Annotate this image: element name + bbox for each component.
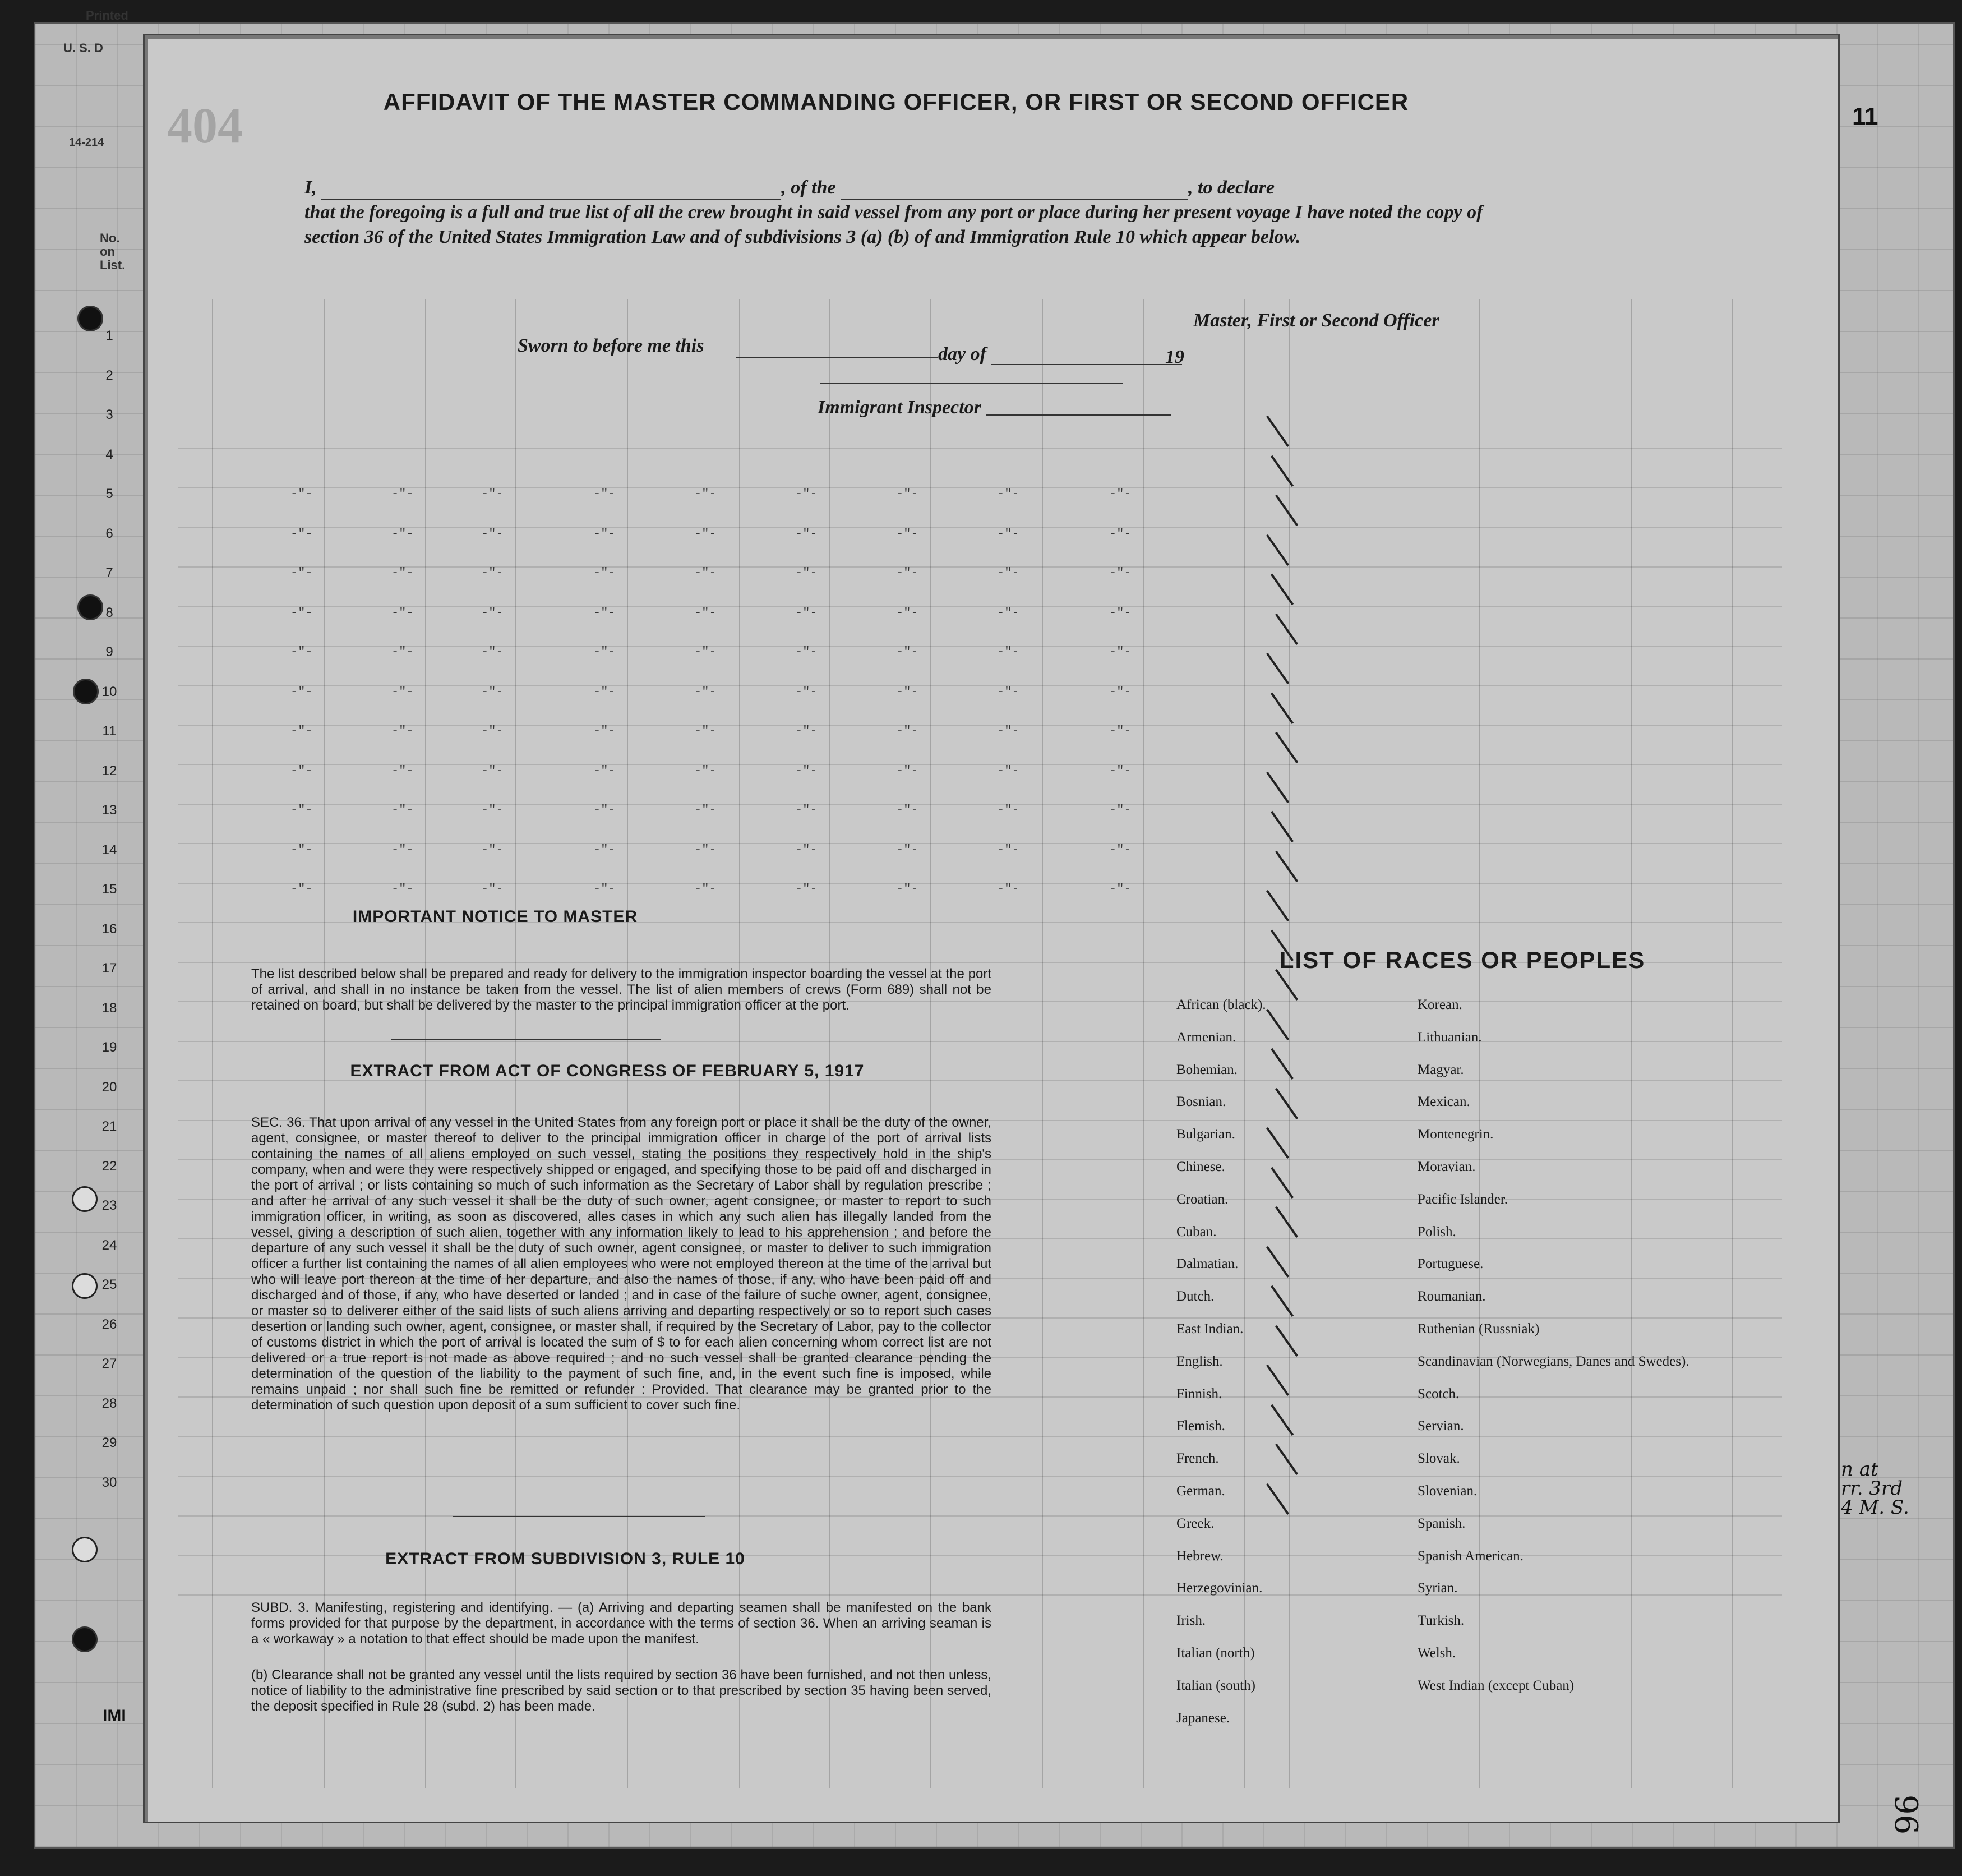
- ditto-mark: -"-: [694, 645, 717, 659]
- race-item: French.: [1176, 1451, 1219, 1467]
- ditto-mark: -"-: [391, 526, 414, 541]
- race-item: English.: [1176, 1353, 1223, 1369]
- ditto-mark: -"-: [795, 724, 818, 738]
- ditto-mark: -"-: [391, 645, 414, 659]
- race-item: Portuguese.: [1418, 1256, 1484, 1272]
- ditto-mark: -"-: [694, 803, 717, 817]
- ditto-mark: -"-: [481, 842, 504, 857]
- printed-label: Printed: [86, 8, 128, 22]
- race-item: Irish.: [1176, 1613, 1206, 1629]
- ditto-mark: -"-: [694, 605, 717, 620]
- ditto-mark: -"-: [896, 684, 918, 699]
- tick-mark: [1266, 653, 1289, 684]
- ditto-mark: -"-: [290, 842, 313, 857]
- race-item: Hebrew.: [1176, 1548, 1224, 1564]
- punch-hole: [72, 1537, 98, 1562]
- race-item: Bulgarian.: [1176, 1127, 1235, 1142]
- row-number: 18: [101, 1000, 117, 1016]
- row-number: 22: [101, 1158, 117, 1174]
- ditto-mark: -"-: [290, 645, 313, 659]
- race-item: Welsh.: [1418, 1645, 1456, 1661]
- race-item: Cuban.: [1176, 1224, 1217, 1239]
- row-number: 21: [101, 1119, 117, 1134]
- ditto-mark: -"-: [593, 724, 616, 738]
- race-item: Turkish.: [1418, 1613, 1465, 1629]
- race-item: Italian (south): [1176, 1677, 1255, 1693]
- row-number: 5: [105, 486, 113, 501]
- ditto-mark: -"-: [795, 882, 818, 896]
- punch-hole: [77, 306, 103, 331]
- tick-mark: [1271, 692, 1294, 723]
- ditto-mark: -"-: [997, 763, 1019, 778]
- row-number: 17: [101, 961, 117, 976]
- ditto-mark: -"-: [391, 803, 414, 817]
- inspector-label: Immigrant Inspector: [818, 397, 981, 418]
- race-item: Bosnian.: [1176, 1094, 1226, 1110]
- master-name-field[interactable]: [321, 199, 781, 200]
- tick-mark: [1275, 495, 1298, 526]
- ditto-mark: -"-: [391, 842, 414, 857]
- race-item: Ruthenian (Russniak): [1418, 1321, 1540, 1336]
- ditto-mark: -"-: [1109, 763, 1132, 778]
- ditto-mark: -"-: [290, 763, 313, 778]
- ditto-mark: -"-: [1109, 645, 1132, 659]
- ditto-mark: -"-: [694, 724, 717, 738]
- ditto-mark: -"-: [1109, 566, 1132, 580]
- ditto-mark: -"-: [896, 763, 918, 778]
- race-item: Chinese.: [1176, 1159, 1225, 1174]
- ditto-mark: -"-: [694, 487, 717, 501]
- ditto-mark: -"-: [795, 487, 818, 501]
- race-item: Greek.: [1176, 1515, 1215, 1531]
- ditto-mark: -"-: [896, 487, 918, 501]
- ditto-mark: -"-: [481, 487, 504, 501]
- year-label: 19: [1165, 347, 1184, 367]
- ditto-mark: -"-: [481, 605, 504, 620]
- race-item: Flemish.: [1176, 1418, 1225, 1434]
- ditto-mark: -"-: [795, 645, 818, 659]
- row-number: 14: [101, 842, 117, 858]
- ditto-mark: -"-: [1109, 487, 1132, 501]
- tick-mark: [1275, 850, 1298, 882]
- sworn-day-field[interactable]: [736, 338, 938, 358]
- ditto-mark: -"-: [694, 566, 717, 580]
- ditto-mark: -"-: [997, 605, 1019, 620]
- ditto-mark: -"-: [1109, 526, 1132, 541]
- ditto-mark: -"-: [896, 526, 918, 541]
- affidavit-body: [304, 176, 1521, 250]
- ditto-mark: -"-: [593, 882, 616, 896]
- ditto-mark: -"-: [391, 724, 414, 738]
- ditto-mark: -"-: [1109, 684, 1132, 699]
- ditto-mark: -"-: [896, 724, 918, 738]
- ditto-mark: -"-: [997, 684, 1019, 699]
- ditto-mark: -"-: [795, 842, 818, 857]
- page-number: 11: [1852, 103, 1878, 130]
- race-item: Japanese.: [1176, 1710, 1230, 1726]
- ditto-mark: -"-: [694, 842, 717, 857]
- race-item: Finnish.: [1176, 1386, 1222, 1402]
- ditto-mark: -"-: [481, 882, 504, 896]
- ditto-mark: -"-: [593, 684, 616, 699]
- ditto-mark: -"-: [997, 645, 1019, 659]
- ditto-mark: -"-: [391, 882, 414, 896]
- race-item: Spanish.: [1418, 1515, 1466, 1531]
- ditto-mark: -"-: [593, 605, 616, 620]
- row-number: 4: [105, 446, 113, 462]
- race-item: Dalmatian.: [1176, 1256, 1239, 1272]
- handwritten-note: n at rr. 3rd 4 M. S.: [1841, 1458, 1909, 1519]
- race-item: Dutch.: [1176, 1289, 1215, 1305]
- tick-mark: [1266, 416, 1289, 447]
- row-number: 19: [101, 1040, 117, 1055]
- ditto-mark: -"-: [290, 526, 313, 541]
- race-item: Bohemian.: [1176, 1062, 1238, 1077]
- race-item: African (black).: [1176, 997, 1266, 1012]
- ditto-mark: -"-: [481, 566, 504, 580]
- row-number: 27: [101, 1356, 117, 1371]
- race-item: Spanish American.: [1418, 1548, 1524, 1564]
- row-number: 3: [105, 407, 113, 422]
- row-number: 20: [101, 1079, 117, 1095]
- ditto-mark: -"-: [1109, 842, 1132, 857]
- punch-hole: [77, 594, 103, 620]
- race-item: Scandinavian (Norwegians, Danes and Swedes).: [1418, 1353, 1689, 1369]
- race-item: Slovenian.: [1418, 1483, 1478, 1499]
- row-number: 6: [105, 526, 113, 541]
- affidavit-page: [143, 34, 1840, 1823]
- ditto-mark: -"-: [1109, 724, 1132, 738]
- ditto-mark: -"-: [896, 605, 918, 620]
- race-item: German.: [1176, 1483, 1225, 1499]
- inspector-signature-field[interactable]: [986, 395, 1171, 416]
- ditto-mark: -"-: [391, 566, 414, 580]
- race-item: Montenegrin.: [1418, 1127, 1494, 1142]
- race-item: Mexican.: [1418, 1094, 1470, 1110]
- ditto-mark: -"-: [997, 803, 1019, 817]
- ditto-mark: -"-: [694, 684, 717, 699]
- ditto-mark: -"-: [290, 724, 313, 738]
- ditto-mark: -"-: [795, 605, 818, 620]
- ditto-mark: -"-: [997, 526, 1019, 541]
- vessel-name-field[interactable]: [841, 199, 1188, 200]
- race-item: Moravian.: [1418, 1159, 1476, 1174]
- tick-mark: [1266, 771, 1289, 803]
- ditto-mark: -"-: [391, 763, 414, 778]
- ditto-mark: -"-: [290, 882, 313, 896]
- ditto-mark: -"-: [290, 605, 313, 620]
- tick-mark: [1275, 732, 1298, 763]
- ditto-mark: -"-: [997, 842, 1019, 857]
- day-of-label: day of: [938, 344, 986, 365]
- ditto-mark: -"-: [593, 566, 616, 580]
- tick-mark: [1271, 811, 1294, 842]
- ditto-mark: -"-: [391, 487, 414, 501]
- row-number: 25: [101, 1277, 117, 1292]
- ditto-mark: -"-: [1109, 882, 1132, 896]
- ditto-mark: -"-: [896, 842, 918, 857]
- row-number: 11: [102, 723, 117, 739]
- signature-label: Master, First or Second Officer: [1193, 310, 1439, 331]
- act-text: SEC. 36. That upon arrival of any vessel in the United States from any foreign port or place it shall be the duty of the owner, agent, consignee, or master thereof to deliver to the principal immigration officer in charge of the port of arrival lists containing the names of all aliens employed on such vessel, stating the positions they respectively hold in the ship's company, when and were they were respectively shipped or engaged, and specifying those to be paid off and discharged in the port of arrival ; or lists containing so much of such information as the Secretary of Labor shall by regulation prescribe ; and after he arrival of any such vessel it shall be the duty of such owner, agent consignee, or master to report to such immigration officer, in writing, as soon as discovered, alles cases in which any such alien has illegally landed from the vessel, giving a description of such alien, together with any information likely to lead to his apprehension ; and before the departure of any such vessel it shall be the duty of such owner, agent consignee, or master to deliver to such immigration officer a further list containing the names of all alien employees who were not employed thereon at the time of the arrival but who will leave port thereon at the time of her departure, and also the names of those, if any, who have been paid off and discharged and of those, if any, who have deserted or landed ; and in case of the failure of suche owner, agent, consignee, or master so to deliverer either of the said lists of such aliens arriving and departing respectively or so to report such cases desertion or landing such owner, agent, consignee, or master shall, if required by the Secretary of Labor, pay to the collector of customs district in which the port of arrival is located the sum of $ to for each alien concerning whom correct list are not delivered or a true report is not made as above required ; and no such vessel shall be granted clearance pending the determination of the question of the liability to the payment of such fine, and, in the event such fine is imposed, while remains unpaid ; nor shall such fine be remitted or refunder : Provided. That clearance may be granted prior to the determination of such question upon deposit of a sum sufficient to cover such fine.: [251, 1115, 991, 1413]
- race-item: Herzegovinian.: [1176, 1580, 1263, 1596]
- race-item: Slovak.: [1418, 1451, 1460, 1467]
- tick-mark: [1275, 613, 1298, 644]
- ditto-mark: -"-: [290, 803, 313, 817]
- row-number: 26: [101, 1316, 117, 1332]
- ditto-mark: -"-: [1109, 605, 1132, 620]
- row-number: 2: [105, 367, 113, 383]
- tick-mark: [1266, 534, 1289, 565]
- ditto-mark: -"-: [896, 882, 918, 896]
- row-number: 12: [101, 763, 117, 778]
- bottom-left-label: IMI: [103, 1707, 126, 1725]
- row-number: 15: [101, 882, 117, 897]
- row-number: 8: [105, 605, 113, 620]
- ditto-mark: -"-: [593, 763, 616, 778]
- ditto-mark: -"-: [593, 526, 616, 541]
- ditto-mark: -"-: [481, 724, 504, 738]
- ditto-mark: -"-: [290, 684, 313, 699]
- row-number: 10: [101, 684, 117, 699]
- affidavit-text: that the foregoing is a full and true list of all the crew brought in said vessel from any port or place during her present voyage I have noted the copy of section 36 of the United States Immigration Law and of subdivisions 3 (a) (b) of and Immigration Rule 10 which appear below.: [304, 202, 1483, 247]
- notice-text: The list described below shall be prepared and ready for delivery to the immigration inspector boarding the vessel at the port of arrival, and shall in no instance be taken from the vessel. The list of alien members of crews (Form 689) shall not be retained on board, but shall be delivered by the master to the principal immigration officer at the port.: [251, 966, 991, 1013]
- ditto-mark: -"-: [481, 645, 504, 659]
- row-number: 13: [101, 803, 117, 818]
- row-number: 23: [101, 1198, 117, 1213]
- punch-hole: [72, 1186, 98, 1212]
- race-item: Pacific Islander.: [1418, 1191, 1508, 1207]
- us-label: U. S. D: [63, 41, 103, 55]
- race-item: Servian.: [1418, 1418, 1464, 1434]
- race-item: Italian (north): [1176, 1645, 1255, 1661]
- to-declare-label: , to declare: [1188, 177, 1275, 198]
- ditto-mark: -"-: [391, 684, 414, 699]
- race-item: Polish.: [1418, 1224, 1456, 1239]
- row-number: 29: [101, 1435, 117, 1450]
- ditto-mark: -"-: [795, 566, 818, 580]
- tick-mark: [1266, 890, 1289, 921]
- tick-mark: [1275, 969, 1298, 1001]
- ditto-mark: -"-: [997, 566, 1019, 580]
- ditto-mark: -"-: [481, 763, 504, 778]
- of-the-label: , of the: [781, 177, 836, 198]
- ditto-mark: -"-: [694, 526, 717, 541]
- race-item: Korean.: [1418, 997, 1462, 1012]
- row-number: 1: [105, 328, 113, 343]
- punch-hole: [73, 679, 99, 704]
- ditto-mark: -"-: [795, 526, 818, 541]
- ditto-mark: -"-: [593, 842, 616, 857]
- rule-heading: EXTRACT FROM SUBDIVISION 3, RULE 10: [385, 1550, 745, 1568]
- ditto-mark: -"-: [997, 487, 1019, 501]
- row-number: 24: [101, 1237, 117, 1253]
- race-item: Syrian.: [1418, 1580, 1458, 1596]
- ditto-mark: -"-: [1109, 803, 1132, 817]
- tick-mark: [1271, 455, 1294, 486]
- ditto-mark: -"-: [694, 882, 717, 896]
- race-item: Lithuanian.: [1418, 1029, 1482, 1045]
- row-number: 16: [101, 921, 117, 937]
- sworn-label: Sworn to before me this: [518, 335, 704, 356]
- column-no-label: No. on List.: [100, 231, 126, 272]
- i-label: I,: [304, 177, 317, 198]
- race-item: Croatian.: [1176, 1191, 1229, 1207]
- ditto-mark: -"-: [391, 605, 414, 620]
- ditto-mark: -"-: [795, 763, 818, 778]
- ditto-mark: -"-: [896, 803, 918, 817]
- race-item: Scotch.: [1418, 1386, 1460, 1402]
- rule-text-a: SUBD. 3. Manifesting, registering and identifying. — (a) Arriving and departing seamen shall be manifested on the bank forms provided for that purpose by the department, in accordance with the terms of section 36. When an arriving seaman is a « workaway » a notation to that effect should be made upon the manifest.: [251, 1600, 991, 1647]
- ditto-mark: -"-: [290, 566, 313, 580]
- race-item: East Indian.: [1176, 1321, 1244, 1336]
- rule-text-b: (b) Clearance shall not be granted any vessel until the lists required by section 36 have been furnished, and not then unless, notice of liability to the administrative fine prescribed by said section or to that prescribed by section 35 having been served, the deposit specified in Rule 28 (subd. 2) has been made.: [251, 1667, 991, 1714]
- ditto-mark: -"-: [481, 526, 504, 541]
- affidavit-title: AFFIDAVIT OF THE MASTER COMMANDING OFFICER, OR FIRST OR SECOND OFFICER: [383, 89, 1409, 115]
- ditto-mark: -"-: [896, 566, 918, 580]
- row-number: 7: [105, 565, 113, 580]
- ditto-mark: -"-: [795, 684, 818, 699]
- tick-mark: [1271, 574, 1294, 605]
- punch-hole: [72, 1273, 98, 1299]
- race-item: West Indian (except Cuban): [1418, 1677, 1575, 1693]
- ditto-mark: -"-: [290, 487, 313, 501]
- ditto-mark: -"-: [694, 763, 717, 778]
- handwritten-number: 96: [1887, 1794, 1924, 1835]
- ditto-mark: -"-: [997, 882, 1019, 896]
- row-number: 28: [101, 1395, 117, 1411]
- row-number: 9: [105, 644, 113, 660]
- race-item: Armenian.: [1176, 1029, 1236, 1045]
- row-number: 30: [101, 1474, 117, 1490]
- ditto-mark: -"-: [593, 487, 616, 501]
- race-item: Roumanian.: [1418, 1289, 1486, 1305]
- notice-heading: IMPORTANT NOTICE TO MASTER: [352, 907, 638, 926]
- ditto-mark: -"-: [593, 645, 616, 659]
- ditto-mark: -"-: [896, 645, 918, 659]
- ditto-mark: -"-: [795, 803, 818, 817]
- act-heading: EXTRACT FROM ACT OF CONGRESS OF FEBRUARY 5, 1917: [350, 1062, 865, 1080]
- ditto-mark: -"-: [593, 803, 616, 817]
- form-label: 14-214: [69, 136, 104, 149]
- ditto-mark: -"-: [481, 803, 504, 817]
- ditto-mark: -"-: [481, 684, 504, 699]
- punch-hole: [72, 1626, 98, 1652]
- stamp-number: 404: [167, 98, 243, 154]
- ditto-mark: -"-: [997, 724, 1019, 738]
- races-title: LIST OF RACES OR PEOPLES: [1279, 947, 1646, 973]
- race-item: Magyar.: [1418, 1062, 1464, 1077]
- sworn-month-field[interactable]: [991, 345, 1182, 365]
